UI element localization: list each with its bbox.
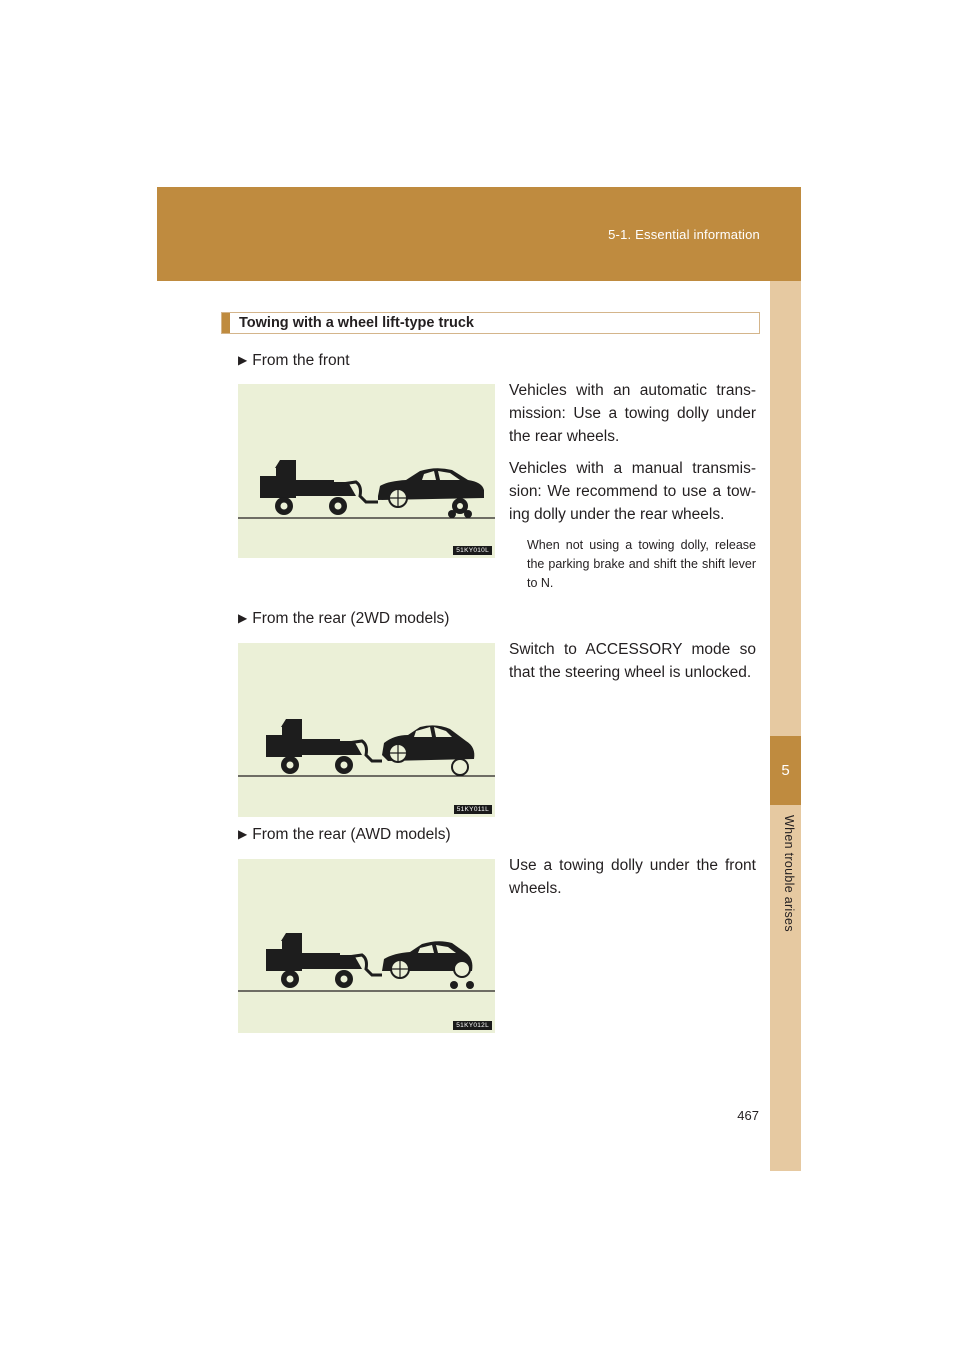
- chapter-number: 5: [781, 762, 790, 779]
- figure-tow-rear-awd: [238, 859, 495, 1033]
- chapter-title: When trouble arises: [782, 815, 796, 932]
- note-no-dolly: When not using a towing dolly, release the parking brake and shift the shift lever to N.: [527, 538, 756, 590]
- tow-truck-rear-awd-illustration: [238, 859, 495, 1033]
- topic-heading: [221, 312, 760, 334]
- header-bar: [157, 187, 801, 281]
- page-number: 467: [737, 1108, 759, 1123]
- figure-tow-rear-2wd: [238, 643, 495, 817]
- tow-truck-front-illustration: [238, 384, 495, 558]
- figure-code: 51KY010L: [453, 546, 492, 555]
- paragraph-accessory-mode: Switch to ACCESSORY mode so that the steering wheel is unlocked.: [509, 641, 756, 681]
- triangle-bullet-icon: ▶: [238, 353, 248, 367]
- paragraph-automatic: Vehicles with an automatic trans-mission: Use a towing dolly under the rear wheels.: [509, 382, 756, 445]
- section-title: 5-1. Essential information: [608, 227, 760, 242]
- subheading-rear-2wd: ▶ From the rear (2WD models): [238, 610, 450, 627]
- chapter-number-box: [770, 736, 801, 805]
- triangle-bullet-icon: ▶: [238, 827, 248, 841]
- figure-code: 51KY011L: [454, 805, 492, 814]
- subheading-front: ▶ From the front: [238, 352, 350, 369]
- paragraph-front-dolly: Use a towing dolly under the front wheels.: [509, 857, 756, 897]
- triangle-bullet-icon: ▶: [238, 611, 248, 625]
- paragraph-manual: Vehicles with a manual transmis-sion: We recommend to use a tow-ing dolly under the rear wheels.: [509, 460, 756, 523]
- subheading-rear-awd: ▶ From the rear (AWD models): [238, 826, 451, 843]
- figure-code: 51KY012L: [453, 1021, 492, 1030]
- chapter-side-tab: [770, 281, 801, 1171]
- figure-tow-front: [238, 384, 495, 558]
- tow-truck-rear-2wd-illustration: [238, 643, 495, 817]
- topic-title: Towing with a wheel lift-type truck: [239, 315, 474, 331]
- heading-accent: [222, 313, 230, 333]
